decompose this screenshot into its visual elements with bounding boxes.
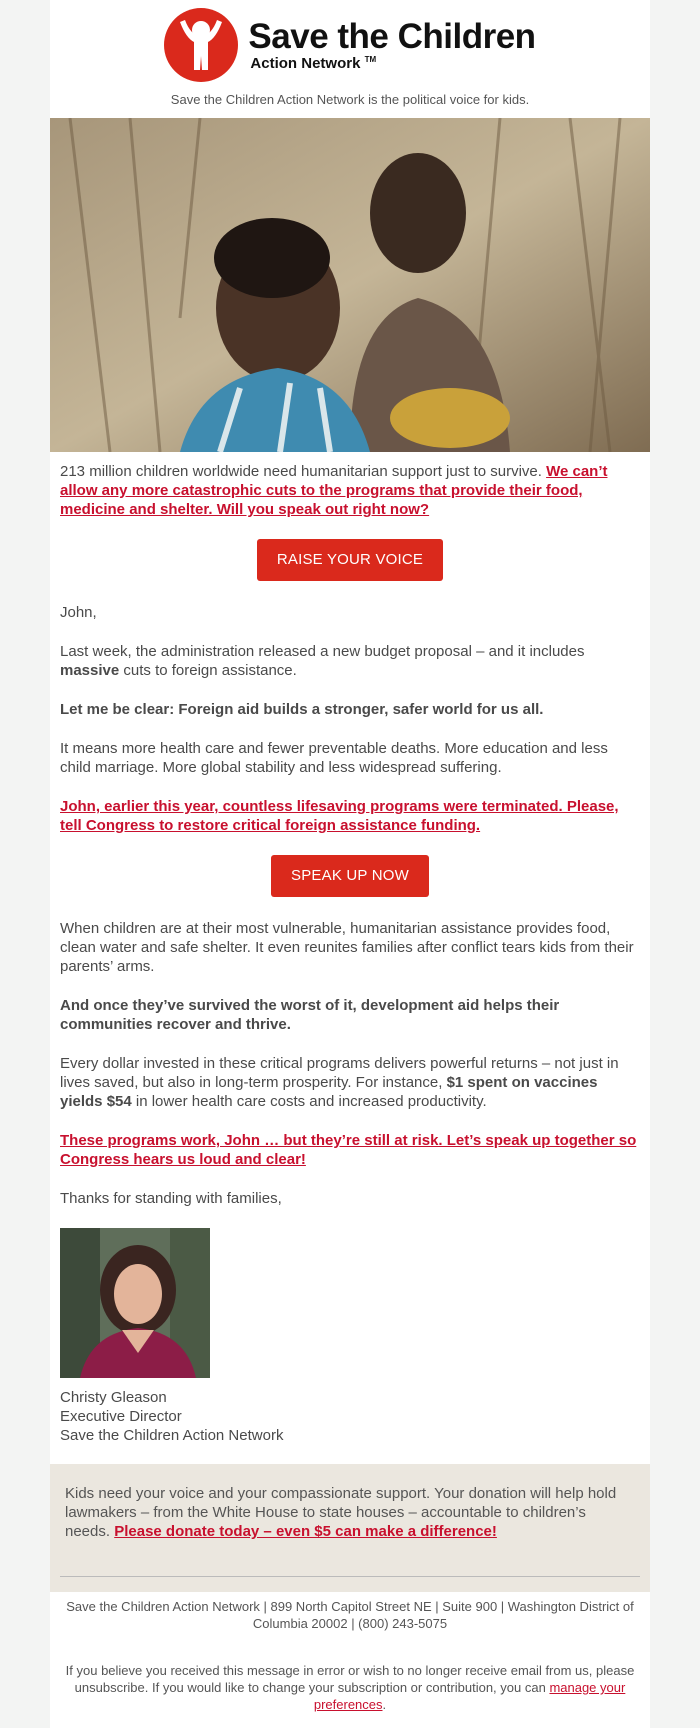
hero-image[interactable] xyxy=(50,118,650,452)
logo-subtitle: Action Network ™ xyxy=(250,55,377,72)
footer-address: Save the Children Action Network | 899 North Capitol Street NE | Suite 900 | Washington District of Columbia 20002 | (800) 243-5075 xyxy=(66,1599,634,1631)
greeting: John, xyxy=(60,604,97,621)
header xyxy=(50,0,650,112)
signature-title: Executive Director xyxy=(60,1408,182,1425)
paragraph-link-at-risk xyxy=(60,1131,640,1169)
donate-link[interactable]: Please donate today – even $5 can make a difference! xyxy=(114,1523,497,1540)
logo-title: Save the Children xyxy=(248,17,536,56)
intro-paragraph: 213 million children worldwide need humanitarian support just to survive. We can’t allow any more catastrophic cuts to the programs that provide their food, medicine and shelter. Will you speak out right now? xyxy=(60,463,608,518)
speak-up-together-link[interactable]: These programs work, John … but they’re still at risk. Let’s speak up together so Congress hears us loud and clear! xyxy=(60,1132,637,1168)
signature-name: Christy Gleason xyxy=(60,1389,167,1406)
signature-org: Save the Children Action Network xyxy=(60,1427,284,1444)
paragraph-humanitarian: When children are at their most vulnerable, humanitarian assistance provides food, clean water and safe shelter. It even reunites families after conflict tears kids from their parents’ arms. xyxy=(60,920,634,975)
paragraph-bold-statement: Let me be clear: Foreign aid builds a stronger, safer world for us all. xyxy=(60,701,544,718)
signature-photo xyxy=(60,1228,210,1378)
logo-child-icon xyxy=(164,8,238,82)
paragraph-link-terminated xyxy=(60,797,640,835)
trademark: TM xyxy=(364,55,377,64)
paragraph-budget: Last week, the administration released a new budget proposal – and it includes massive cuts to foreign assistance. xyxy=(60,643,585,679)
footer-unsubscribe: If you believe you received this message in error or wish to no longer receive email from us, please unsubscribe. If you would like to change your subscription or contribution, you can manage your preferences. xyxy=(65,1663,635,1712)
speak-up-now-button[interactable]: SPEAK UP NOW xyxy=(271,855,429,897)
paragraph-development: And once they’ve survived the worst of it, development aid helps their communities recover and thrive. xyxy=(60,997,560,1033)
manage-preferences-link[interactable]: manage your preferences xyxy=(313,1680,626,1712)
raise-your-voice-button[interactable]: RAISE YOUR VOICE xyxy=(257,539,443,581)
main-content xyxy=(60,462,640,1445)
closing: Thanks for standing with families, xyxy=(60,1190,282,1207)
paragraph-health-care: It means more health care and fewer preventable deaths. More education and less child marriage. More global stability and less widespread suffering. xyxy=(60,740,608,776)
footer-divider xyxy=(60,1576,640,1577)
donate-paragraph: Kids need your voice and your compassionate support. Your donation will help hold lawmakers – from the White House to state houses – accountable to children’s needs. Please donate today – even $5 can make a difference! xyxy=(65,1485,617,1540)
logo[interactable] xyxy=(50,6,650,84)
intro-link[interactable]: We can’t allow any more catastrophic cuts to the programs that provide their food, medicine and shelter. Will you speak out right now? xyxy=(60,463,608,518)
donate-box xyxy=(50,1464,650,1592)
tagline: Save the Children Action Network is the political voice for kids. xyxy=(170,92,530,107)
email-body xyxy=(50,0,650,1728)
restore-funding-link[interactable]: John, earlier this year, countless lifesaving programs were terminated. Please, tell Congress to restore critical foreign assistance funding. xyxy=(60,798,619,834)
paragraph-returns: Every dollar invested in these critical programs delivers powerful returns – not just in lives saved, but also in long-term prosperity. For instance, $1 spent on vaccines yields $54 in lower health care costs and increased productivity. xyxy=(60,1055,619,1110)
